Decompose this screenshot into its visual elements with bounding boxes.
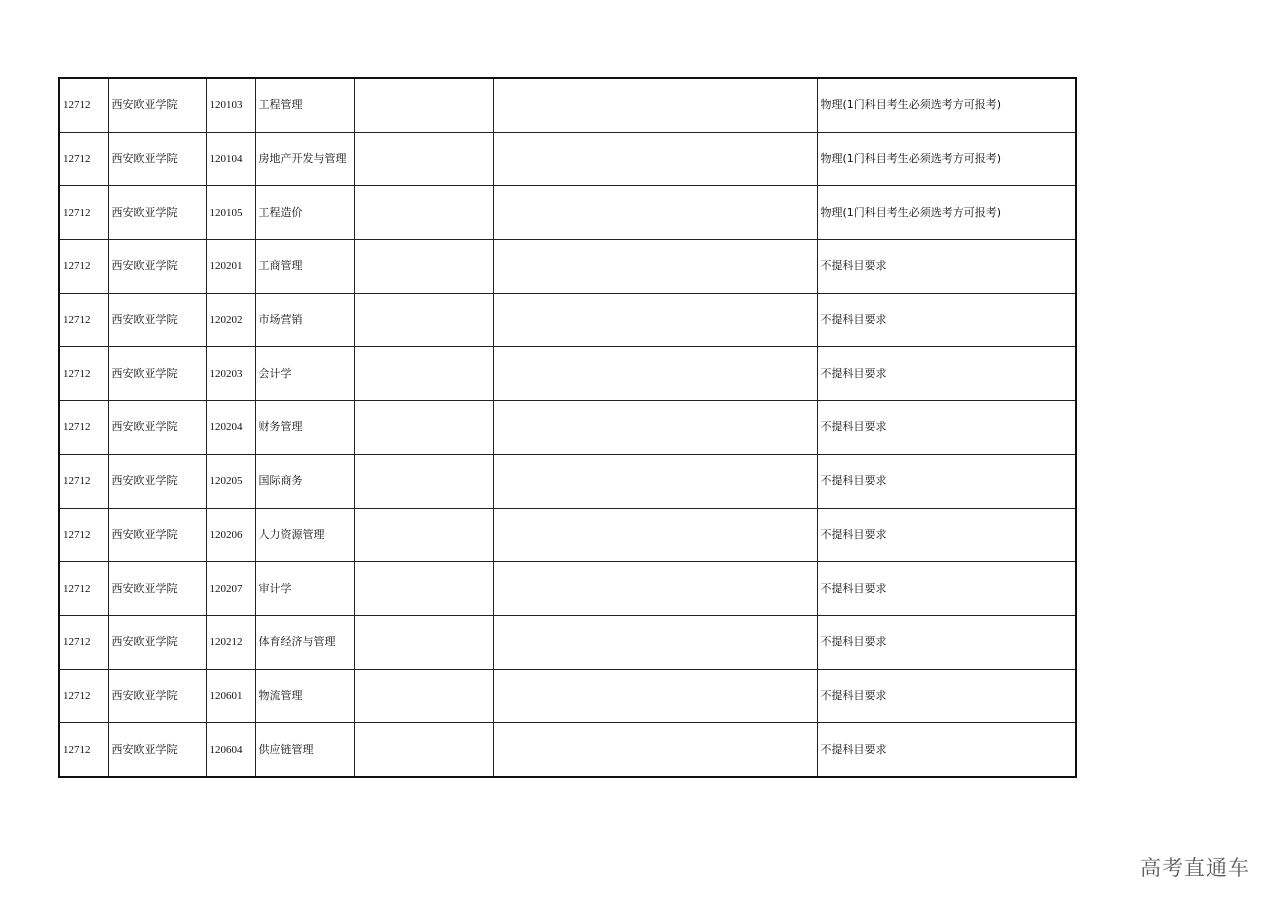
empty-cell bbox=[354, 454, 493, 508]
major-code-cell: 120205 bbox=[206, 454, 255, 508]
major-name-cell: 供应链管理 bbox=[255, 723, 354, 777]
subject-requirement-cell: 不提科目要求 bbox=[817, 293, 1076, 347]
table-row bbox=[59, 615, 1076, 669]
empty-cell bbox=[354, 293, 493, 347]
major-code-cell: 120204 bbox=[206, 401, 255, 455]
empty-cell bbox=[493, 508, 817, 562]
table-row bbox=[59, 723, 1076, 777]
empty-cell bbox=[493, 669, 817, 723]
school-name-cell: 西安欧亚学院 bbox=[108, 454, 206, 508]
subject-requirement-cell: 不提科目要求 bbox=[817, 723, 1076, 777]
school-name-cell: 西安欧亚学院 bbox=[108, 132, 206, 186]
table-row bbox=[59, 562, 1076, 616]
table-row bbox=[59, 186, 1076, 240]
empty-cell bbox=[493, 401, 817, 455]
empty-cell bbox=[354, 508, 493, 562]
empty-cell bbox=[354, 78, 493, 132]
table-row bbox=[59, 78, 1076, 132]
major-name-cell: 财务管理 bbox=[255, 401, 354, 455]
major-name-cell: 人力资源管理 bbox=[255, 508, 354, 562]
subject-requirement-cell: 不提科目要求 bbox=[817, 669, 1076, 723]
major-code-cell: 120212 bbox=[206, 615, 255, 669]
major-code-cell: 120105 bbox=[206, 186, 255, 240]
major-requirements-table bbox=[58, 77, 1077, 778]
table-row bbox=[59, 454, 1076, 508]
subject-requirement-cell: 不提科目要求 bbox=[817, 347, 1076, 401]
school-code-cell: 12712 bbox=[59, 723, 108, 777]
major-name-cell: 工程管理 bbox=[255, 78, 354, 132]
table-row bbox=[59, 508, 1076, 562]
major-name-cell: 物流管理 bbox=[255, 669, 354, 723]
school-code-cell: 12712 bbox=[59, 347, 108, 401]
school-name-cell: 西安欧亚学院 bbox=[108, 347, 206, 401]
major-code-cell: 120601 bbox=[206, 669, 255, 723]
empty-cell bbox=[354, 562, 493, 616]
empty-cell bbox=[354, 347, 493, 401]
school-name-cell: 西安欧亚学院 bbox=[108, 508, 206, 562]
school-code-cell: 12712 bbox=[59, 669, 108, 723]
major-code-cell: 120202 bbox=[206, 293, 255, 347]
school-code-cell: 12712 bbox=[59, 132, 108, 186]
major-name-cell: 房地产开发与管理 bbox=[255, 132, 354, 186]
major-code-cell: 120206 bbox=[206, 508, 255, 562]
subject-requirement-cell: 不提科目要求 bbox=[817, 454, 1076, 508]
major-code-cell: 120104 bbox=[206, 132, 255, 186]
major-code-cell: 120201 bbox=[206, 240, 255, 294]
subject-requirement-cell: 物理(1门科目考生必须选考方可报考) bbox=[817, 78, 1076, 132]
empty-cell bbox=[493, 186, 817, 240]
school-name-cell: 西安欧亚学院 bbox=[108, 293, 206, 347]
major-name-cell: 工程造价 bbox=[255, 186, 354, 240]
school-code-cell: 12712 bbox=[59, 186, 108, 240]
table-row bbox=[59, 347, 1076, 401]
empty-cell bbox=[493, 78, 817, 132]
major-code-cell: 120203 bbox=[206, 347, 255, 401]
major-code-cell: 120604 bbox=[206, 723, 255, 777]
school-code-cell: 12712 bbox=[59, 454, 108, 508]
subject-requirement-cell: 不提科目要求 bbox=[817, 508, 1076, 562]
empty-cell bbox=[493, 615, 817, 669]
empty-cell bbox=[493, 562, 817, 616]
school-code-cell: 12712 bbox=[59, 401, 108, 455]
table-row bbox=[59, 132, 1076, 186]
empty-cell bbox=[354, 401, 493, 455]
school-code-cell: 12712 bbox=[59, 562, 108, 616]
empty-cell bbox=[354, 615, 493, 669]
empty-cell bbox=[354, 186, 493, 240]
table-row bbox=[59, 293, 1076, 347]
empty-cell bbox=[493, 293, 817, 347]
school-code-cell: 12712 bbox=[59, 615, 108, 669]
empty-cell bbox=[493, 347, 817, 401]
subject-requirement-cell: 不提科目要求 bbox=[817, 615, 1076, 669]
major-code-cell: 120207 bbox=[206, 562, 255, 616]
table-row bbox=[59, 240, 1076, 294]
empty-cell bbox=[354, 132, 493, 186]
major-name-cell: 会计学 bbox=[255, 347, 354, 401]
table-body bbox=[59, 78, 1076, 777]
table-row bbox=[59, 669, 1076, 723]
empty-cell bbox=[493, 723, 817, 777]
school-code-cell: 12712 bbox=[59, 293, 108, 347]
table-row bbox=[59, 401, 1076, 455]
subject-requirement-cell: 不提科目要求 bbox=[817, 240, 1076, 294]
empty-cell bbox=[493, 454, 817, 508]
school-code-cell: 12712 bbox=[59, 78, 108, 132]
school-name-cell: 西安欧亚学院 bbox=[108, 669, 206, 723]
school-name-cell: 西安欧亚学院 bbox=[108, 240, 206, 294]
major-name-cell: 市场营销 bbox=[255, 293, 354, 347]
school-name-cell: 西安欧亚学院 bbox=[108, 78, 206, 132]
major-name-cell: 体育经济与管理 bbox=[255, 615, 354, 669]
empty-cell bbox=[493, 132, 817, 186]
subject-requirement-cell: 不提科目要求 bbox=[817, 562, 1076, 616]
school-code-cell: 12712 bbox=[59, 508, 108, 562]
empty-cell bbox=[493, 240, 817, 294]
major-name-cell: 工商管理 bbox=[255, 240, 354, 294]
major-code-cell: 120103 bbox=[206, 78, 255, 132]
school-name-cell: 西安欧亚学院 bbox=[108, 615, 206, 669]
major-name-cell: 国际商务 bbox=[255, 454, 354, 508]
subject-requirement-cell: 物理(1门科目考生必须选考方可报考) bbox=[817, 132, 1076, 186]
watermark-text: 高考直通车 bbox=[1140, 856, 1250, 880]
school-name-cell: 西安欧亚学院 bbox=[108, 723, 206, 777]
school-name-cell: 西安欧亚学院 bbox=[108, 186, 206, 240]
major-name-cell: 审计学 bbox=[255, 562, 354, 616]
school-name-cell: 西安欧亚学院 bbox=[108, 562, 206, 616]
empty-cell bbox=[354, 723, 493, 777]
subject-requirement-cell: 物理(1门科目考生必须选考方可报考) bbox=[817, 186, 1076, 240]
school-code-cell: 12712 bbox=[59, 240, 108, 294]
empty-cell bbox=[354, 240, 493, 294]
empty-cell bbox=[354, 669, 493, 723]
subject-requirement-cell: 不提科目要求 bbox=[817, 401, 1076, 455]
school-name-cell: 西安欧亚学院 bbox=[108, 401, 206, 455]
